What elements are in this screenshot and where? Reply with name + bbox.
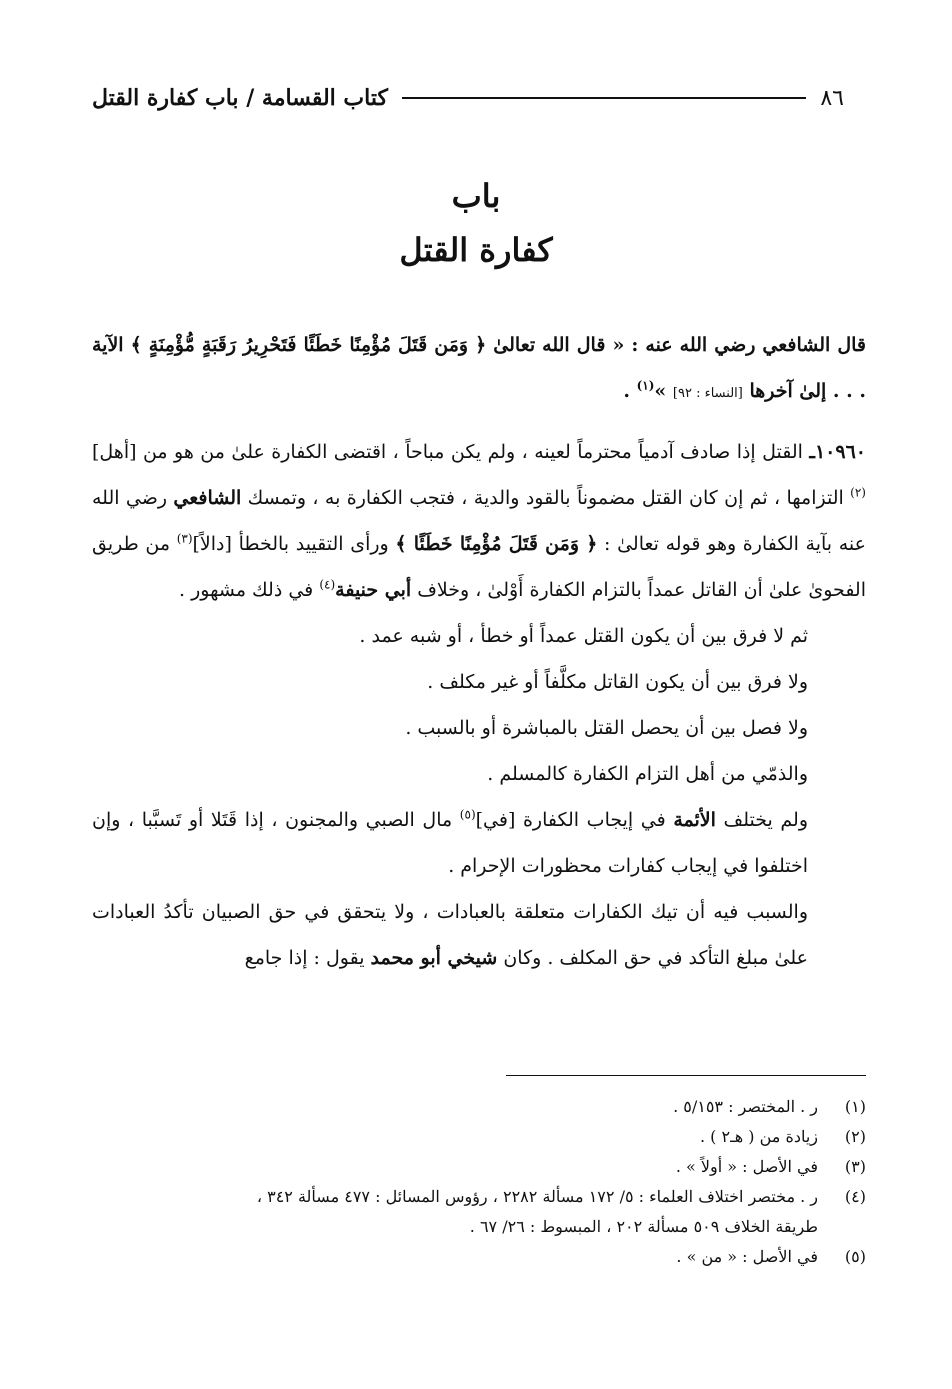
running-header bbox=[92, 78, 844, 118]
footnote-mark: (٥) bbox=[844, 1247, 866, 1266]
footnote-mark: (٣) bbox=[844, 1157, 866, 1176]
paragraph-7 bbox=[92, 889, 866, 981]
running-title: كتاب القسامة / باب كفارة القتل bbox=[92, 85, 388, 111]
footnote-line: ر . مختصر اختلاف العلماء : ٥/ ١٧٢ مسألة ٢٢٨٢ ، رؤوس المسائل : ٤٧٧ مسألة ٣٤٢ ، bbox=[256, 1187, 818, 1206]
paragraph-text: في إيجاب الكفارة [في] bbox=[475, 809, 674, 831]
footnote-line: ر . المختصر : ٥/١٥٣ . bbox=[673, 1097, 818, 1116]
chapter-heading bbox=[0, 172, 952, 280]
footnote-text bbox=[92, 1242, 818, 1272]
footnote-mark: (٤) bbox=[844, 1187, 866, 1206]
paragraph-2: ثم لا فرق بين أن يكون القتل عمداً أو خطأ ، أو شبه عمد . bbox=[359, 625, 808, 647]
chapter-label: باب bbox=[451, 177, 501, 215]
quote-end: . bbox=[623, 380, 637, 402]
bold-name: الشافعي bbox=[173, 487, 242, 509]
footnote-text bbox=[92, 1182, 818, 1242]
quote-close: » bbox=[654, 380, 667, 402]
quran-reference: [النساء : ٩٢] bbox=[672, 386, 743, 401]
paragraph-5: والذمّي من أهل التزام الكفارة كالمسلم . bbox=[487, 763, 808, 785]
bold-name: أبي حنيفة bbox=[335, 579, 412, 601]
footnote-line: زيادة من ( هـ٢ ) . bbox=[699, 1127, 818, 1146]
paragraph-number: ١٠٩٦٠ـ bbox=[809, 441, 866, 463]
footnote-line: طريقة الخلاف ٥٠٩ مسألة ٢٠٢ ، المبسوط : ٢٦/ ٦٧ . bbox=[469, 1217, 818, 1236]
footnotes bbox=[92, 1092, 866, 1272]
paragraph-4: ولا فصل بين أن يحصل القتل بالمباشرة أو بالسبب . bbox=[405, 717, 808, 739]
paragraph-text: يقول : إذا جامع bbox=[244, 947, 371, 969]
footnote-line: في الأصل : « من » . bbox=[676, 1247, 818, 1266]
paragraph-text: من طريق الفحوىٰ علىٰ أن القاتل عمداً بالتزام الكفارة أَوْلىٰ ، وخلاف bbox=[92, 533, 866, 601]
paragraph-text: في ذلك مشهور . bbox=[179, 579, 320, 601]
paragraph-text: التزامها ، ثم إن كان القتل مضموناً بالقود والدية ، فتجب الكفارة به ، وتمسك bbox=[241, 487, 851, 509]
header-rule bbox=[402, 97, 806, 99]
quote-lead: قال الشافعي رضي الله عنه : « قال الله تعالىٰ ﴿ وَمَن قَتَلَ مُؤْمِنًا خَطَئًا فَتَحْرِيرُ رَقَبَةٍ مُّؤْمِنَةٍ ﴾ الآية . . . إلىٰ آخرها bbox=[92, 334, 866, 402]
main-text bbox=[92, 322, 866, 981]
footnote-1 bbox=[92, 1092, 866, 1122]
footnote-3 bbox=[92, 1152, 866, 1182]
quran-verse: ﴿ وَمَن قَتَلَ مُؤْمِنًا خَطَئًا ﴾ bbox=[395, 533, 598, 555]
footnote-line: في الأصل : « أولاً » . bbox=[675, 1157, 818, 1176]
page-number: ٨٦ bbox=[820, 85, 844, 111]
footnote-separator bbox=[506, 1075, 866, 1076]
footnote-4 bbox=[92, 1182, 866, 1242]
footnote-ref-4[interactable]: (٤) bbox=[319, 577, 336, 592]
paragraph-10960 bbox=[92, 429, 866, 613]
footnote-5 bbox=[92, 1242, 866, 1272]
paragraph-text: رضي الله عنه بآية الكفارة وهو قوله تعالىٰ : bbox=[92, 487, 866, 555]
paragraph-text: ورأى التقييد بالخطأ [دالاً] bbox=[192, 533, 396, 555]
footnote-mark: (١) bbox=[844, 1097, 866, 1116]
paragraph-text: ولم يختلف bbox=[715, 809, 808, 831]
paragraph-3: ولا فرق بين أن يكون القاتل مكلَّفاً أو غير مكلف . bbox=[427, 671, 808, 693]
opening-quote bbox=[92, 322, 866, 417]
footnote-ref-2[interactable]: (٢) bbox=[850, 485, 866, 500]
paragraph-text: القتل إذا صادف آدمياً محترماً لعينه ، ولم يكن مباحاً ، اقتضى الكفارة علىٰ من هو من [أهل] bbox=[92, 441, 810, 463]
footnote-ref-5[interactable]: (٥) bbox=[459, 807, 476, 822]
chapter-title: كفارة القتل bbox=[399, 231, 553, 269]
bold-term: الأئمة bbox=[673, 809, 716, 831]
footnote-text bbox=[92, 1092, 818, 1122]
footnote-ref-1[interactable]: (١) bbox=[636, 378, 655, 393]
footnote-text bbox=[92, 1122, 818, 1152]
footnote-mark: (٢) bbox=[844, 1127, 866, 1146]
footnote-2 bbox=[92, 1122, 866, 1152]
bold-name: شيخي أبو محمد bbox=[370, 947, 498, 969]
paragraph-6 bbox=[92, 797, 866, 889]
footnote-text bbox=[92, 1152, 818, 1182]
footnote-ref-3[interactable]: (٣) bbox=[176, 531, 193, 546]
paragraph-text: والسبب فيه أن تيك الكفارات متعلقة بالعبادات ، ولا يتحقق في حق الصبيان تأكدُ العبادات علىٰ مبلغ التأكد في حق المكلف . وكان bbox=[92, 901, 808, 969]
paragraph-text: مال الصبي والمجنون ، إذا قَتَلا أو تَسبَّبا ، وإن اختلفوا في إيجاب كفارات محظورات الإحرام . bbox=[92, 809, 808, 877]
